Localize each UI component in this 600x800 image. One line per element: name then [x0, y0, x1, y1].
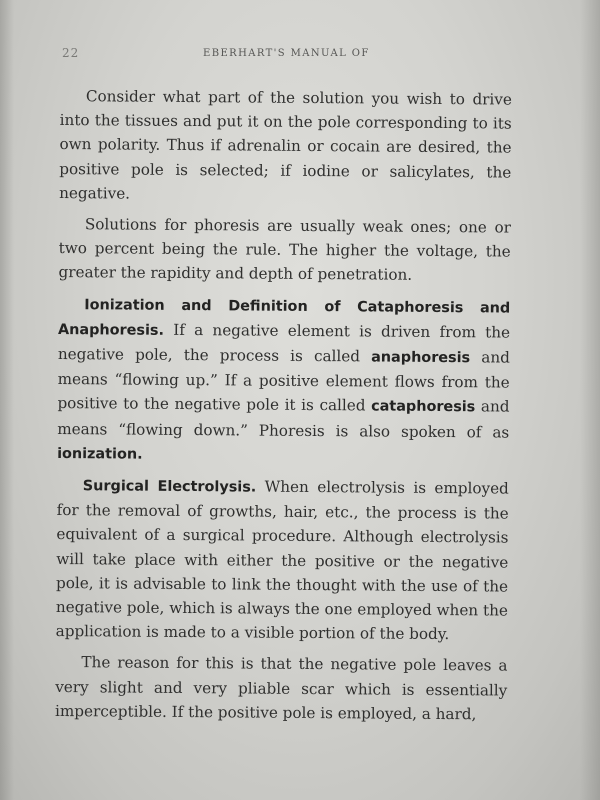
paragraph-text: and means “flowing up.” If a positive element flows from the positive to the negative pole it is called	[57, 348, 510, 415]
paragraph-text: Solutions for phoresis are usually weak ones; one or two percent being the rule. The higher the voltage, the greater the rapidity and depth of penetration.	[58, 215, 511, 285]
term-anaphoresis: anaphoresis	[371, 349, 471, 367]
gutter-shadow	[0, 0, 14, 800]
paragraph-text: The reason for this is that the negative pole leaves a very slight and very pliable scar which is essentially imperceptible. If the positive pole is employed, a hard,	[55, 653, 508, 724]
term-cataphoresis: cataphoresis	[371, 398, 476, 416]
paragraph-ionization	[57, 292, 510, 470]
running-head: EBERHART'S MANUAL OF	[203, 48, 370, 59]
page-number: 22	[62, 46, 80, 60]
edge-shadow	[580, 0, 600, 800]
paragraph-text: When electrolysis is employed for the removal of growths, hair, etc., the process is the equivalent of a surgical procedure. Although electrolysis will take place with either the positive or the negative pole, it is advisable to link the thought with the use of the negative pole, which is always the one employed when the application is made to a visible portion of the body.	[55, 477, 509, 644]
paragraph-text: and means “flowing down.” Phoresis is also spoken of as	[57, 397, 510, 442]
paragraph-polarity	[59, 84, 512, 209]
section-heading-ionization: Ionization and Definition of Cataphoresis and Anaphoresis.	[58, 296, 511, 339]
paragraph-surgical-electrolysis	[56, 473, 509, 647]
paragraph-text: Consider what part of the solution you wish to drive into the tissues and put it on the pole corresponding to its own polarity. Thus if adrenalin or cocain are desired, the positive pole is selected; if iodine or salicylates, the negative.	[59, 87, 512, 203]
term-ionization: ionization.	[57, 445, 143, 463]
paragraph-scar	[55, 650, 508, 726]
body-text	[55, 84, 512, 734]
section-heading-surgical-electrolysis: Surgical Electrolysis.	[82, 478, 257, 496]
page-header	[58, 44, 518, 64]
paragraph-solutions	[58, 212, 511, 288]
paragraph-text: If a negative element is driven from the negative pole, the process is called	[57, 320, 511, 366]
